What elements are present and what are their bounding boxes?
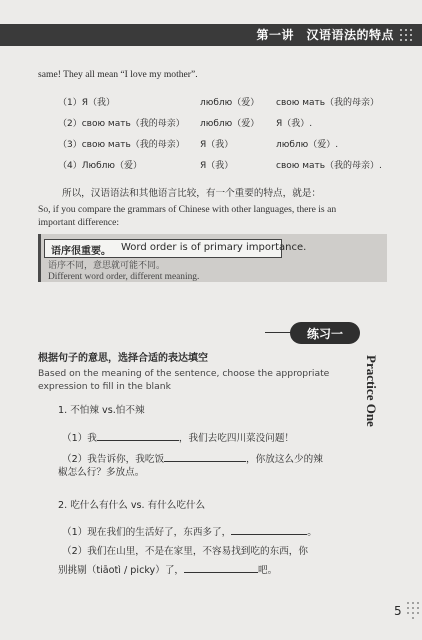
sentence-text: ，你放这么少的辣 <box>246 454 323 465</box>
question-2-label: 2. 吃什么有什么 vs. 有什么吃什么 <box>58 500 206 511</box>
example-row <box>58 116 398 130</box>
example-col-1: （4）Люблю（爱） <box>58 161 142 171</box>
question-2-sentence-2-cont <box>58 562 277 577</box>
example-row <box>58 158 398 172</box>
example-col-2: Я（我） <box>200 140 234 150</box>
example-col-3: свою мать（我的母亲） <box>276 98 380 108</box>
example-col-2: люблю（爱） <box>200 119 260 129</box>
sentence-text: 。 <box>307 527 317 538</box>
key-point-line-cn: 语序不同，意思就可能不同。 <box>48 261 166 271</box>
summary-english-line-2: important difference: <box>38 217 120 228</box>
sentence-text: （1）我 <box>62 433 97 444</box>
sentence-text: 吧。 <box>258 565 278 576</box>
question-1-sentence-1 <box>62 430 294 445</box>
question-2-sentence-1 <box>62 524 317 539</box>
sentence-text: （1）现在我们的生活好了，东西多了， <box>62 527 232 538</box>
instruction-english-line-1: Based on the meaning of the sentence, choose the appropriate <box>38 368 330 379</box>
sentence-text: 别挑剔（tiāotì / picky）了， <box>58 565 185 576</box>
fill-in-blank[interactable] <box>97 430 179 441</box>
instruction-chinese: 根据句子的意思，选择合适的表达填空 <box>38 353 208 364</box>
example-col-1: （3）свою мать（我的母亲） <box>58 140 185 150</box>
sentence-text: （2）我告诉你，我吃饭 <box>62 454 165 465</box>
example-col-3: Я（我）. <box>276 119 313 129</box>
instruction-english-line-2: expression to fill in the blank <box>38 381 171 392</box>
example-col-3: люблю（爱）. <box>276 140 339 150</box>
example-row <box>58 137 398 151</box>
fill-in-blank[interactable] <box>164 451 246 462</box>
fill-in-blank[interactable] <box>231 524 307 535</box>
example-col-2: Я（我） <box>200 161 234 171</box>
practice-side-label: Practice One <box>364 355 379 427</box>
intro-line: same! They all mean “I love my mother”. <box>38 69 198 80</box>
key-point-line-en: Different word order, different meaning. <box>48 272 200 282</box>
example-col-1: （1）Я（我） <box>58 98 115 108</box>
question-2-sentence-2: （2）我们在山里，不是在家里，不容易找到吃的东西，你 <box>62 546 308 557</box>
chapter-title: 第一讲 汉语语法的特点 <box>256 28 394 42</box>
sentence-text: ，我们去吃四川菜没问题！ <box>178 433 295 444</box>
example-col-1: （2）свою мать（我的母亲） <box>58 119 185 129</box>
key-point-title-cn: 语序很重要。 <box>51 246 111 257</box>
summary-chinese: 所以，汉语语法和其他语言比较，有一个重要的特点，就是： <box>62 188 322 199</box>
practice-badge-label: 练习一 <box>306 327 343 341</box>
example-col-3: свою мать（我的母亲）. <box>276 161 382 171</box>
fill-in-blank[interactable] <box>184 562 258 573</box>
footer-dots-decoration <box>407 602 421 620</box>
key-point-title-en: Word order is of primary importance. <box>121 242 307 253</box>
page-number: 5 <box>394 604 402 618</box>
example-row <box>58 95 398 109</box>
example-col-2: люблю（爱） <box>200 98 260 108</box>
question-1-sentence-2 <box>62 451 323 466</box>
question-1-sentence-2-cont: 椒怎么行？多放点。 <box>58 467 145 478</box>
key-point-heading <box>44 239 307 258</box>
header-dots-decoration <box>400 29 416 43</box>
summary-english-line-1: So, if you compare the grammars of Chinese with other languages, there is an <box>38 204 337 215</box>
question-1-label: 1. 不怕辣 vs.怕不辣 <box>58 405 145 416</box>
